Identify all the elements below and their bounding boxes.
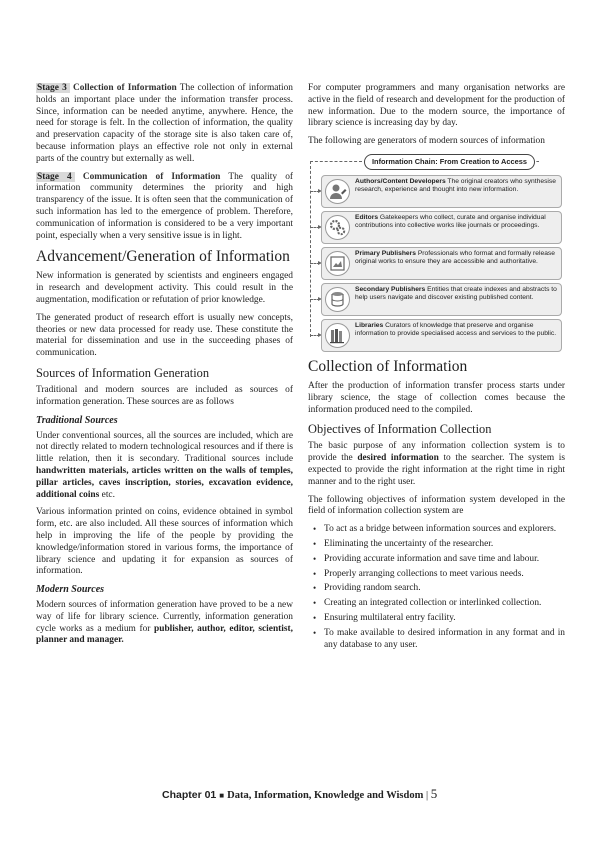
page-footer (162, 786, 437, 802)
chain-card-description: Gatekeepers who collect, curate and organise individual contributions into collective works like journals or proceedings. (355, 213, 546, 230)
footer-bullet: ■ (219, 791, 225, 800)
library-books-icon (325, 323, 350, 348)
page-number: 5 (430, 786, 438, 801)
chain-card-editors (321, 211, 562, 244)
author-icon (325, 179, 350, 204)
list-item: • Eliminating the uncertainty of the researcher. (324, 539, 565, 551)
chain-card-text (355, 214, 557, 231)
arrow-icon (310, 263, 320, 264)
heading-sources: Sources of Information Generation (36, 365, 210, 380)
arrow-icon (310, 227, 320, 228)
traditional-paragraph-1 (36, 431, 293, 502)
database-icon (325, 287, 350, 312)
list-item: • Ensuring multilateral entry facility. (324, 613, 565, 625)
advancement-paragraph-1: New information is generated by scientists and engineers engaged in research and development activity. This could result in the augmentation, modification or refutation of prior knowledge. (36, 271, 293, 305)
list-item: • To make available to desired information in any format and in any database to any user. (324, 628, 565, 652)
footer-title: Data, Information, Knowledge and Wisdom (227, 790, 424, 801)
footer-chapter: Chapter 01 (162, 789, 217, 801)
diagram-connector-line (310, 161, 311, 337)
footer-separator: | (425, 790, 429, 801)
chain-card-label: Primary Publishers (355, 249, 416, 257)
heading-objectives: Objectives of Information Collection (308, 422, 492, 437)
chain-card-description: The original creators who synthesise research, experience and thought into new information. (355, 177, 556, 194)
stage4-text: The quality of information community determines the priority and high transparency of the issue. It is often seen that the communication of such information has led to the emergence of problem. Therefore, communication of information is considered to be a very important point, especially when a very sensitive issue is in light. (36, 171, 294, 241)
list-item: • Properly arranging collections to meet various needs. (324, 569, 565, 581)
objectives-text-a: The basic purpose of any information collection system is to provide the (308, 441, 565, 464)
list-item: • To act as a bridge between information sources and explorers. (324, 524, 565, 536)
heading-traditional: Traditional Sources (36, 414, 118, 426)
chain-card-label: Editors (355, 213, 379, 221)
chain-card-description: Curators of knowledge that preserve and organise information to provide specialised access and services to the public. (355, 321, 557, 338)
intro-paragraph-1: For computer programmers and many organisation networks are active in the field of research and development for the production of new information. Due to the modern source, the importance of library science is increasing day by day. (308, 83, 565, 129)
stage3-title: Collection of Information (72, 83, 177, 93)
chain-card-primary-publishers (321, 247, 562, 280)
heading-advancement: Advancement/Generation of Information (36, 248, 290, 266)
intro-paragraph-2: The following are generators of modern sources of information (308, 136, 545, 147)
stage3-tag: Stage 3 (36, 83, 70, 93)
diagram-title: Information Chain: From Creation to Access (364, 154, 535, 170)
chain-card-description: Entities that create indexes and abstracts to help users navigate and discover existing published content. (355, 285, 557, 302)
list-item: • Providing random search. (324, 583, 565, 595)
stage4-tag: Stage 4 (36, 172, 75, 182)
chain-card-text (355, 178, 557, 195)
heading-modern: Modern Sources (36, 584, 105, 596)
arrow-icon (310, 299, 320, 300)
chain-card-text (355, 322, 557, 339)
chain-card-secondary-publishers (321, 283, 562, 316)
objectives-text-b: to the searcher. The system is expected to provide the right information at the right time in right manner and to the right user. (308, 453, 565, 487)
traditional-text-a: Under conventional sources, all the sources are included, which are not directly related to modern technological resources and if there is little relation, then it is secondary. Traditional sources include (36, 430, 293, 465)
chain-card-label: Libraries (355, 321, 384, 329)
chain-card-label: Authors/Content Developers (355, 177, 446, 185)
objectives-keyword: desired information (357, 453, 439, 464)
modern-paragraph (36, 600, 293, 647)
diagram-connector-top (310, 161, 362, 162)
list-item: • Providing accurate information and save time and labour. (324, 554, 565, 566)
traditional-paragraph-2: Various information printed on coins, evidence obtained in symbol form, etc. are also included. All these sources of information which help in improving the life of the people by providing the knowledge/information stored in various forms, the importance of library science and updating it for expansion as sources of information. (36, 507, 293, 577)
information-chain-diagram (308, 154, 565, 350)
stage4-title: Communication of Information (82, 171, 221, 182)
right-column (308, 83, 565, 654)
heading-collection: Collection of Information (308, 357, 468, 375)
modern-keywords: publisher, author, editor, scientist, planner and manager. (36, 623, 294, 646)
traditional-keywords: handwritten materials, articles written on the walls of temples, pillar articles, caves inscription, stories, excavation evidence, additional coins (36, 465, 293, 500)
publisher-icon (325, 251, 350, 276)
collection-paragraph: After the production of information transfer process starts under library science, the stage of collection comes because the information produced need to the compiled. (308, 380, 565, 415)
objectives-paragraph-2: The following objectives of information system developed in the field of information collection system are (308, 494, 565, 517)
arrow-icon (310, 335, 320, 336)
chain-card-label: Secondary Publishers (355, 285, 426, 293)
sources-paragraph: Traditional and modern sources are included as sources of information generation. These sources are as follows (36, 384, 293, 407)
chain-card-authors (321, 175, 562, 208)
chain-card-libraries (321, 319, 562, 352)
list-item: • Creating an integrated collection or interlinked collection. (324, 598, 565, 610)
chain-card-description: Professionals who format and formally release original works to ensure they are accessible and authoritative. (355, 249, 555, 266)
objectives-list (308, 524, 565, 651)
chain-card-text (355, 250, 557, 267)
objectives-paragraph-1 (308, 441, 565, 488)
chain-card-text (355, 286, 557, 303)
editor-gears-icon (325, 215, 350, 240)
advancement-paragraph-2: The generated product of research effort is usually new concepts, theories or new data processed for ready use. These constitute the material for dissemination and use in the succeeding phases of communication. (36, 312, 293, 359)
arrow-icon (310, 191, 320, 192)
stage4-paragraph (36, 172, 293, 243)
modern-text: Modern sources of information generation have proved to be a new way of life for library science. Currently, information generation cycle works as a medium for (36, 600, 293, 634)
stage3-paragraph (36, 83, 293, 166)
traditional-text-b: etc. (101, 489, 115, 500)
stage3-text: The collection of information holds an important place under the information transfer process. Since, information can be needed anytime, anywhere. Hence, the need for storage is felt. In the collection of information, the quality and preservation capacity of the storage site is also taken care of, because information plays an effective role not only in external parts of the country but externally as well. (36, 83, 293, 164)
left-column (36, 83, 293, 653)
